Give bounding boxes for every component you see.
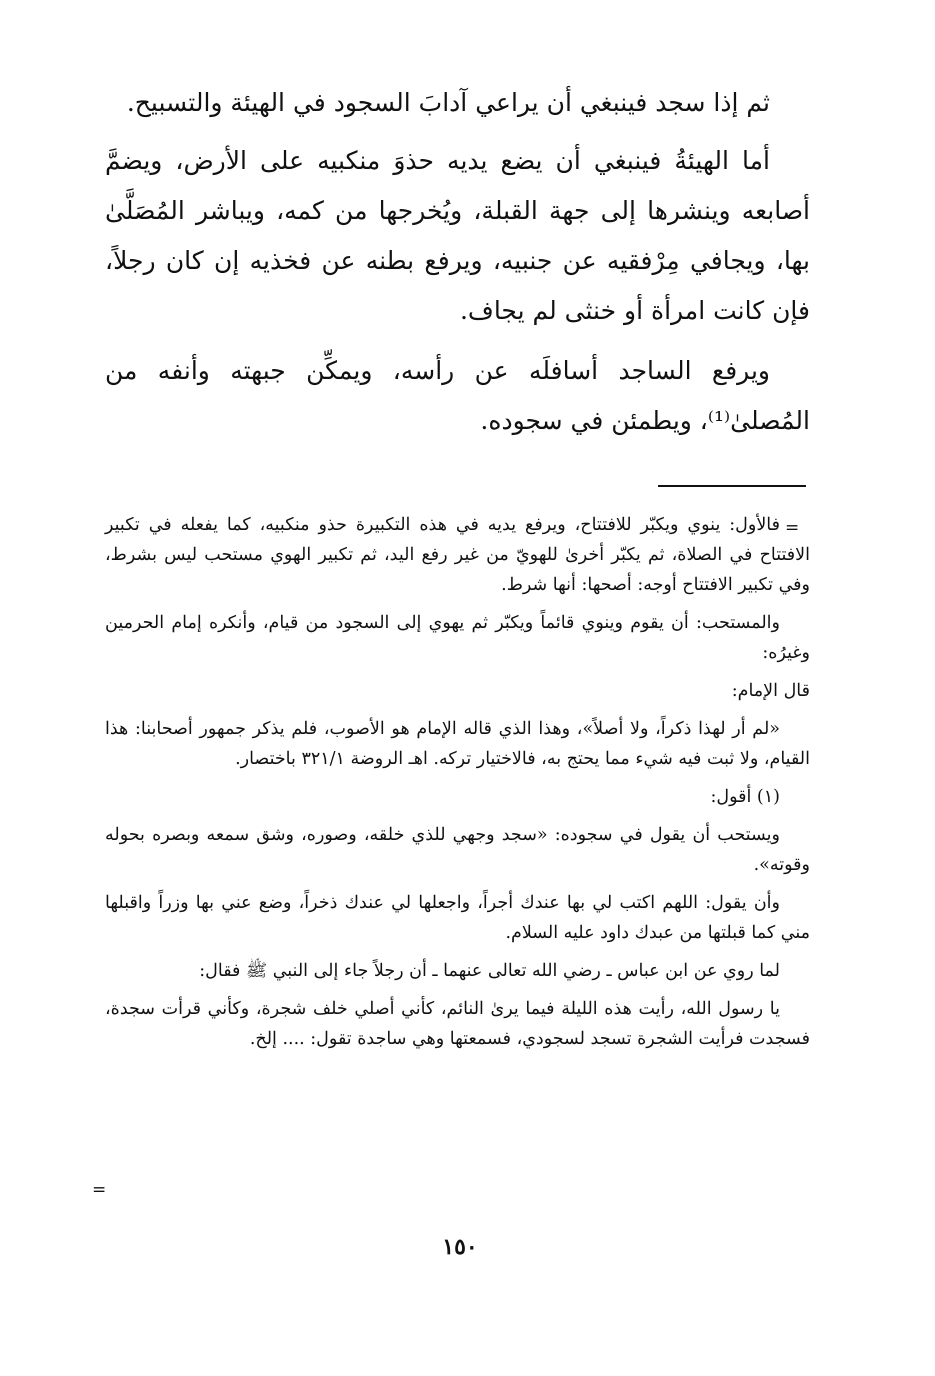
main-paragraph-1: ثم إذا سجد فينبغي أن يراعي آدابَ السجود في الهيئة والتسبيح. [126, 88, 770, 117]
footnote-paragraph-4: «لم أر لهذا ذكراً، ولا أصلاً»، وهذا الذي قاله الإمام هو الأصوب، فلم يذكر جمهور أصحابنا: هذا القيام، ولا ثبت فيه شيء مما يحتج به، فالاختيار تركه. اهـ الروضة ٣٢١/١ باختصار. [105, 719, 810, 769]
footnote-paragraph-1: فالأول: ينوي ويكبّر للافتتاح، ويرفع يديه في هذه التكبيرة حذو منكبيه، كما يفعله في تكبير الافتتاح في الصلاة، ثم يكبّر أخرىٰ للهويّ من غير رفع اليد، ثم تكبير الهوي مستحب ليس بشرط، وفي تكبير الافتتاح أوجه: أصحها: أنها شرط. [105, 515, 810, 595]
footnote-marker-1: (١) أقول: [710, 787, 780, 807]
main-text [105, 78, 810, 456]
page-number: ١٥٠ [442, 1234, 478, 1260]
footnote-paragraph-6: ويستحب أن يقول في سجوده: «سجد وجهي للذي خلقه، وصوره، وشق سمعه وبصره بحوله وقوته». [105, 825, 810, 875]
main-paragraph-3: ويرفع الساجد أسافلَه عن رأسه، ويمكِّن جبهته وأنفه من المُصلىٰ⁽¹⁾، ويطمئن في سجوده. [105, 356, 810, 435]
continuation-mark-start: = [785, 518, 800, 538]
footnote-paragraph-3: قال الإمام: [731, 681, 810, 701]
footnote-paragraph-9: يا رسول الله، رأيت هذه الليلة فيما يرىٰ النائم، كأني أصلي خلف شجرة، وكأني قرأت سجدة، فسجدت فرأيت الشجرة تسجد لسجودي، فسمعتها وهي ساجدة تقول: .... إلخ. [105, 999, 810, 1049]
footnote-separator [658, 485, 806, 487]
footnote-paragraph-7: وأن يقول: اللهم اكتب لي بها عندك أجراً، واجعلها لي عندك ذخراً، وضع عني بها وزراً واقبلها مني كما قبلتها من عبدك داود عليه السلام. [105, 893, 810, 943]
continuation-mark-end: = [92, 1180, 107, 1200]
main-paragraph-2: أما الهيئةُ فينبغي أن يضع يديه حذوَ منكبيه على الأرض، ويضمَّ أصابعه وينشرها إلى جهة القبلة، ويُخرجها من كمه، ويباشر المُصَلَّىٰ بها، ويجافي مِرْفقيه عن جنبيه، ويرفع بطنه عن فخذيه إن كان رجلاً، فإن كانت امرأة أو خنثى لم يجاف. [105, 146, 810, 325]
footnotes [105, 510, 810, 1062]
footnote-paragraph-2: والمستحب: أن يقوم وينوي قائماً ويكبّر ثم يهوي إلى السجود من قيام، وأنكره إمام الحرمين وغيرُه: [105, 613, 810, 663]
footnote-paragraph-8: لما روي عن ابن عباس ـ رضي الله تعالى عنهما ـ أن رجلاً جاء إلى النبي ﷺ فقال: [199, 961, 780, 981]
